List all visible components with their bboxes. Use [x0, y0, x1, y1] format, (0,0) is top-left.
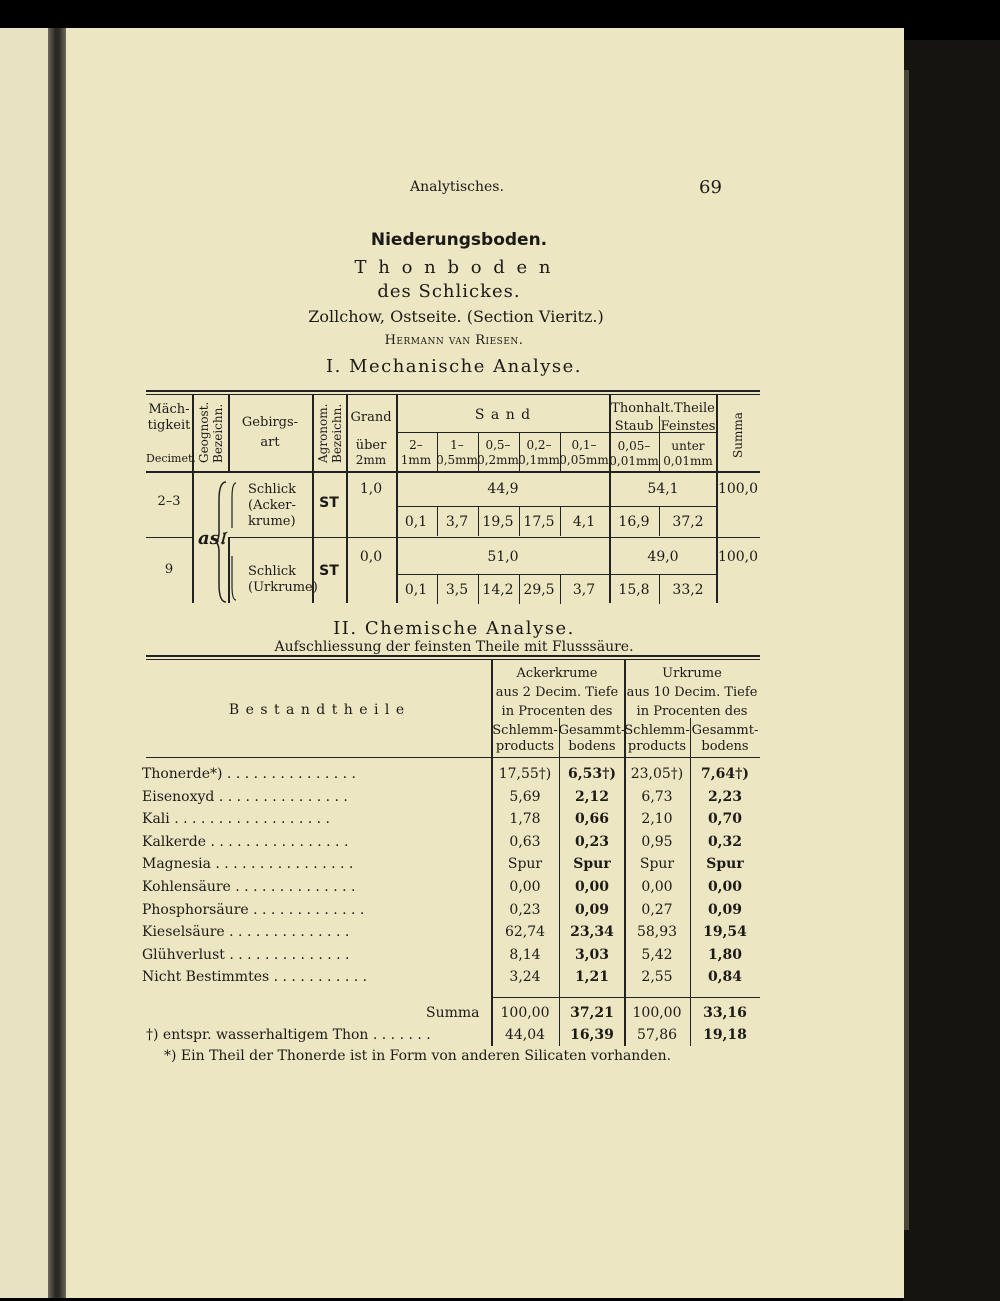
row-staub: 16,9	[618, 514, 650, 530]
header-schlemm-acker: Schlemm- products	[492, 723, 558, 754]
chem-acker-schlemm: 3,24	[509, 969, 541, 986]
chem-acker-gesammt: 0,00	[574, 879, 610, 895]
vline	[478, 574, 479, 604]
chem-acker-gesammt: 0,09	[574, 901, 610, 918]
vline	[346, 394, 348, 603]
row-sand-value: 4,1	[572, 514, 596, 530]
chem-acker-schlemm: 8,14	[509, 946, 541, 963]
chem-row-name: Nicht Bestimmtes . . . . . . . . . . .	[142, 969, 368, 986]
footnote-acker-schlemm: 44,04	[504, 1027, 546, 1043]
chem-top-rule	[146, 655, 760, 657]
row-sand-value: 14,2	[482, 582, 514, 598]
header-ackerkrume: Ackerkrume aus 2 Decim. Tiefe in Procenten des	[495, 666, 619, 719]
header-feinstes: Feinstes	[660, 419, 716, 434]
author-line: Hermann van Riesen.	[384, 333, 524, 348]
row-summa: 100,0	[717, 481, 759, 497]
subtitle-thonboden: T h o n b o d e n	[354, 257, 554, 278]
mech-section-title: I. Mechanische Analyse.	[325, 356, 583, 377]
summa-acker-gesammt: 37,21	[570, 1005, 614, 1021]
chem-acker-gesammt: 0,23	[574, 833, 610, 850]
chem-ur-gesammt: 0,00	[707, 879, 743, 895]
footnote-ur-gesammt: 19,18	[703, 1027, 747, 1043]
vline	[478, 506, 479, 536]
page-number: 69	[699, 177, 722, 198]
chem-ur-schlemm: 2,10	[641, 811, 673, 828]
chem-row-name: Kali . . . . . . . . . . . . . . . . . .	[142, 811, 330, 828]
header-gesammt-acker: Gesammt- bodens	[558, 723, 626, 754]
row-agronom: ST	[319, 495, 339, 511]
chem-ur-gesammt: 2,23	[707, 788, 743, 805]
previous-page-edge	[0, 28, 52, 1298]
vline	[659, 506, 660, 536]
row-grand: 1,0	[359, 481, 383, 497]
chem-ur-schlemm: 5,42	[641, 946, 673, 963]
chem-acker-schlemm: 62,74	[504, 924, 546, 941]
header-bestandtheile: B e s t a n d t h e i l e	[228, 702, 406, 718]
row-sand-value: 19,5	[482, 514, 514, 530]
book-spine	[903, 40, 1000, 1301]
header-sand-col: 0,5– 0,2mm	[477, 438, 519, 467]
vline	[559, 718, 560, 1046]
mech-top-rule	[146, 390, 760, 392]
header-urkrume: Urkrume aus 10 Decim. Tiefe in Procenten des	[626, 666, 758, 719]
summa-ur-gesammt: 33,16	[703, 1005, 747, 1021]
vline	[716, 394, 718, 603]
chem-row-name: Kieselsäure . . . . . . . . . . . . . .	[142, 924, 350, 941]
chem-row-name: Kohlensäure . . . . . . . . . . . . . .	[142, 879, 356, 895]
summa-acker-schlemm: 100,00	[500, 1005, 550, 1021]
header-summa: Summa	[731, 412, 745, 458]
header-schlemm-ur: Schlemm- products	[624, 723, 690, 754]
chem-acker-schlemm: 17,55†)	[498, 766, 552, 782]
geognost-symbol: as𝔩	[198, 528, 225, 549]
row-feinstes: 33,2	[672, 582, 704, 598]
chem-acker-gesammt: 2,12	[574, 788, 610, 805]
header-staub-range: 0,05– 0,01mm	[609, 439, 659, 468]
chem-ur-gesammt: 0,70	[707, 811, 743, 828]
header-sand-col: 0,2– 0,1mm	[518, 438, 560, 467]
chem-acker-gesammt: 23,34	[570, 924, 614, 941]
chem-top-rule-thin	[146, 659, 760, 660]
header-agronom: Agronom. Bezeichn.	[316, 403, 344, 463]
header-ueber-size: 2mm	[355, 453, 387, 467]
header-staub: Staub	[614, 419, 654, 434]
header-sand: S a n d	[474, 407, 532, 423]
row-sand-value: 3,7	[572, 582, 596, 598]
chem-ur-gesammt: 0,32	[707, 833, 743, 850]
vline	[609, 394, 611, 603]
chem-ur-schlemm: Spur	[639, 856, 675, 873]
row-thon-total: 54,1	[647, 481, 679, 497]
sand-sub-rule	[396, 432, 609, 433]
mech-header-rule	[146, 471, 760, 473]
chem-ur-schlemm: 23,05†)	[630, 766, 684, 782]
row-sand-value: 3,5	[445, 582, 469, 598]
chem-header-rule	[146, 757, 760, 758]
row-grand: 0,0	[359, 549, 383, 565]
chem-ur-schlemm: 58,93	[636, 924, 678, 941]
chem-ur-gesammt: 7,64†)	[700, 766, 750, 782]
chem-row-name: Eisenoxyd . . . . . . . . . . . . . . .	[142, 788, 348, 805]
chem-acker-gesammt: Spur	[573, 856, 611, 873]
chem-ur-gesammt: 0,09	[707, 901, 743, 918]
chem-acker-gesammt: 1,21	[574, 969, 610, 986]
footnote-text: *) Ein Theil der Thonerde ist in Form von anderen Silicaten vorhanden.	[164, 1048, 672, 1064]
chem-ur-gesammt: Spur	[706, 856, 744, 873]
row-sand-value: 0,1	[404, 514, 428, 530]
mech-row-separator-2	[228, 537, 760, 538]
header-thonhalt: Thonhalt.Theile	[611, 401, 715, 416]
subtitle-schlickes: des Schlickes.	[377, 281, 521, 302]
chem-row-name: Magnesia . . . . . . . . . . . . . . . .	[142, 856, 354, 873]
vline	[228, 394, 230, 472]
row-staub: 15,8	[618, 582, 650, 598]
row-sand-total: 51,0	[487, 549, 519, 565]
chem-acker-schlemm: 0,00	[509, 879, 541, 895]
summa-label: Summa	[426, 1005, 480, 1021]
header-maechtigkeit: Mäch- tigkeit	[147, 402, 191, 433]
header-decimet: Decimet.	[146, 452, 196, 465]
chem-acker-schlemm: Spur	[507, 856, 543, 873]
chem-acker-schlemm: 0,63	[509, 833, 541, 850]
footnote-acker-gesammt: 16,39	[570, 1027, 614, 1043]
vline	[560, 506, 561, 536]
header-sand-col: 0,1– 0,05mm	[559, 438, 609, 467]
row-sub-rule	[396, 506, 716, 507]
row-depth: 2–3	[157, 494, 181, 509]
row-sand-value: 3,7	[445, 514, 469, 530]
header-gesammt-ur: Gesammt- bodens	[691, 723, 759, 754]
chem-acker-schlemm: 5,69	[509, 788, 541, 805]
chem-ur-gesammt: 1,80	[707, 946, 743, 963]
chem-ur-gesammt: 19,54	[703, 924, 747, 941]
row-gebirgsart: Schlick (Acker- krume)	[248, 482, 297, 529]
vline	[659, 574, 660, 604]
vline	[519, 506, 520, 536]
row-thon-total: 49,0	[647, 549, 679, 565]
row-sand-value: 17,5	[523, 514, 555, 530]
location-line: Zollchow, Ostseite. (Section Vieritz.)	[308, 307, 604, 326]
row-sub-rule	[396, 574, 716, 575]
chem-ur-schlemm: 6,73	[641, 788, 673, 805]
header-geognost: Geognost. Bezeichn.	[197, 401, 225, 463]
inner-brace-icon	[228, 480, 238, 604]
chem-acker-schlemm: 1,78	[509, 811, 541, 828]
book-gutter	[48, 28, 66, 1298]
header-feinstes-range: unter 0,01mm	[663, 439, 713, 468]
vline	[437, 574, 438, 604]
mech-row-separator	[146, 537, 192, 538]
row-sand-value: 29,5	[523, 582, 555, 598]
row-sand-value: 0,1	[404, 582, 428, 598]
chem-acker-gesammt: 6,53†)	[567, 766, 617, 782]
vline	[624, 660, 626, 1046]
chem-ur-schlemm: 0,27	[641, 901, 673, 918]
chem-summa-rule	[491, 997, 760, 998]
chem-acker-schlemm: 0,23	[509, 901, 541, 918]
vline	[192, 394, 194, 603]
header-ueber: über	[355, 438, 387, 453]
vline	[437, 506, 438, 536]
chem-section-title: II. Chemische Analyse.	[333, 618, 575, 639]
mech-top-rule-thin	[146, 394, 760, 395]
row-depth: 9	[164, 562, 174, 577]
running-title: Analytisches.	[410, 179, 504, 195]
chem-ur-schlemm: 0,95	[641, 833, 673, 850]
summa-ur-schlemm: 100,00	[632, 1005, 682, 1021]
main-heading: Niederungsboden.	[370, 230, 548, 250]
header-gebirgsart: Gebirgs- art	[241, 415, 299, 450]
vline	[396, 394, 398, 603]
vline	[690, 718, 691, 1046]
chem-row-name: Thonerde*) . . . . . . . . . . . . . . .	[142, 766, 356, 782]
header-sand-col: 2– 1mm	[400, 438, 432, 467]
chem-ur-schlemm: 2,55	[641, 969, 673, 986]
chem-subtitle: Aufschliessung der feinsten Theile mit Flusssäure.	[274, 639, 634, 655]
chem-ur-gesammt: 0,84	[707, 969, 743, 986]
chem-row-name: Glühverlust . . . . . . . . . . . . . .	[142, 946, 350, 963]
chem-row-name: Phosphorsäure . . . . . . . . . . . . .	[142, 901, 365, 918]
row-summa: 100,0	[717, 549, 759, 565]
row-feinstes: 37,2	[672, 514, 704, 530]
chem-acker-gesammt: 0,66	[574, 811, 610, 828]
header-sand-col: 1– 0,5mm	[436, 438, 478, 467]
chem-row-name: Kalkerde . . . . . . . . . . . . . . . .	[142, 833, 349, 850]
header-grand: Grand	[350, 410, 392, 425]
row-sand-total: 44,9	[487, 481, 519, 497]
row-agronom: ST	[319, 563, 339, 579]
vline	[519, 574, 520, 604]
book-page	[66, 28, 904, 1298]
chem-ur-schlemm: 0,00	[641, 879, 673, 895]
chem-acker-gesammt: 3,03	[574, 946, 610, 963]
footnote-row-label: †) entspr. wasserhaltigem Thon . . . . . . .	[146, 1027, 431, 1043]
vline	[560, 574, 561, 604]
row-gebirgsart: Schlick (Urkrume)	[248, 564, 318, 595]
vline	[491, 660, 493, 1046]
footnote-ur-schlemm: 57,86	[636, 1027, 678, 1043]
